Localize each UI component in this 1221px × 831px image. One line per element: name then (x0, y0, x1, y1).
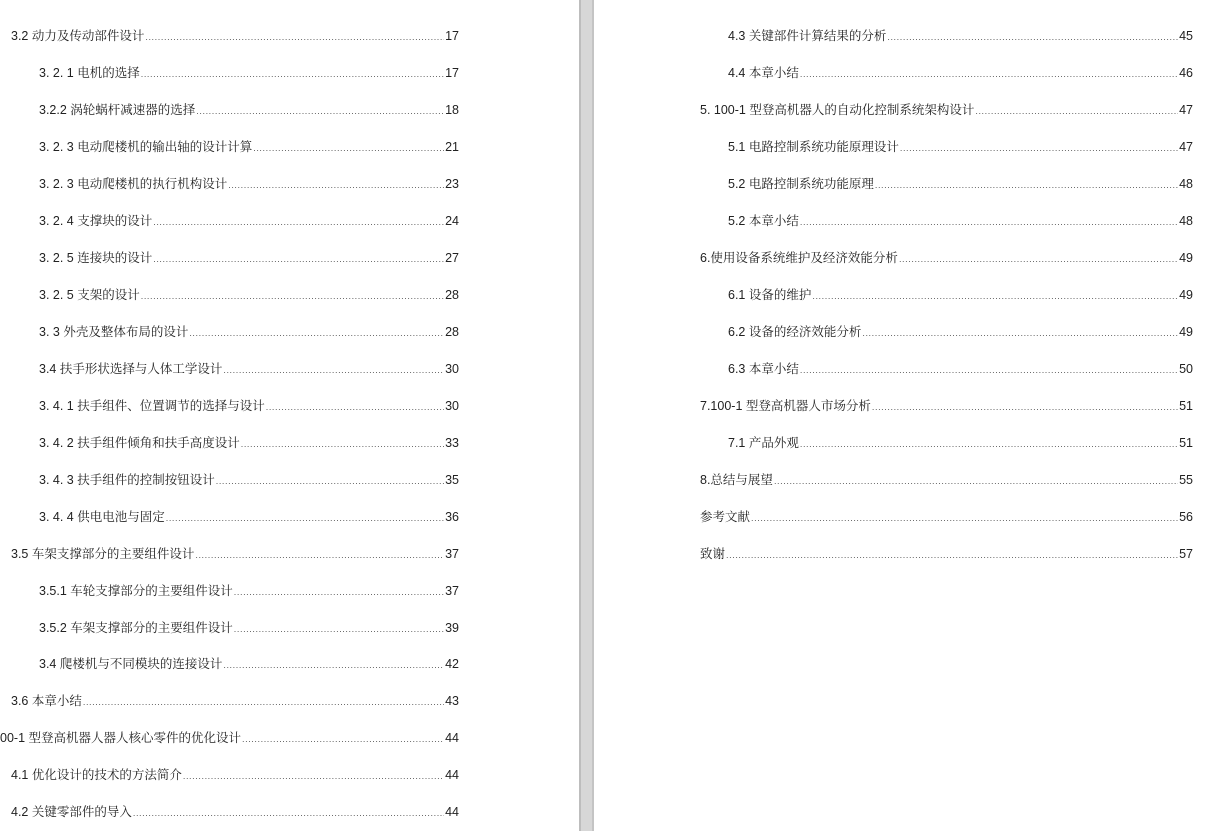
toc-entry-title: 6.1 设备的维护 (728, 288, 812, 302)
toc-dot-leader (887, 27, 1178, 47)
toc-entry-page-number: 28 (445, 288, 459, 302)
toc-entry-title: 5.2 电路控制系统功能原理 (728, 177, 874, 191)
toc-entry-title: 3. 2. 5 支架的设计 (39, 288, 140, 302)
toc-dot-leader (133, 803, 444, 823)
toc-dot-leader (216, 471, 444, 491)
toc-entry-page-number: 45 (1179, 29, 1193, 43)
toc-entry[interactable] (728, 174, 1193, 194)
toc-entry[interactable] (39, 100, 459, 120)
toc-dot-leader (242, 729, 444, 749)
toc-entry-page-number: 33 (445, 436, 459, 450)
toc-entry[interactable] (11, 26, 459, 46)
toc-dot-leader (83, 692, 444, 712)
toc-entry-page-number: 43 (445, 694, 459, 708)
toc-entry[interactable] (39, 654, 459, 674)
toc-entry-page-number: 30 (445, 362, 459, 376)
toc-entry-title: 4.2 关键零部件的导入 (11, 805, 132, 819)
toc-entry[interactable] (39, 322, 459, 342)
toc-entry-page-number: 44 (445, 805, 459, 819)
toc-dot-leader (726, 545, 1178, 565)
toc-entry-page-number: 37 (445, 584, 459, 598)
toc-entry[interactable] (700, 470, 1193, 490)
toc-entry-title: 3.4 扶手形状选择与人体工学设计 (39, 362, 223, 376)
toc-entry[interactable] (39, 507, 459, 527)
toc-entry-page-number: 49 (1179, 325, 1193, 339)
toc-entry[interactable] (39, 63, 459, 83)
toc-dot-leader (195, 545, 444, 565)
toc-dot-leader (141, 64, 444, 84)
toc-dot-leader (145, 27, 444, 47)
toc-entry-page-number: 36 (445, 510, 459, 524)
toc-entry[interactable] (39, 359, 459, 379)
toc-entry-page-number: 46 (1179, 66, 1193, 80)
toc-entry-page-number: 18 (445, 103, 459, 117)
toc-dot-leader (872, 397, 1178, 417)
toc-entry-title: 5.2 本章小结 (728, 214, 799, 228)
toc-entry[interactable] (39, 248, 459, 268)
toc-entry-title: 6.使用设备系统维护及经济效能分析 (700, 251, 898, 265)
toc-dot-leader (812, 286, 1178, 306)
toc-entry-page-number: 44 (445, 731, 459, 745)
toc-entry[interactable] (39, 470, 459, 490)
toc-entry-page-number: 27 (445, 251, 459, 265)
toc-entry-title: 3. 2. 4 支撑块的设计 (39, 214, 153, 228)
toc-entry[interactable] (728, 322, 1193, 342)
toc-entry-page-number: 17 (445, 29, 459, 43)
toc-dot-leader (899, 249, 1178, 269)
toc-entry[interactable] (700, 248, 1193, 268)
toc-dot-leader (800, 434, 1178, 454)
toc-dot-leader (153, 249, 444, 269)
toc-entry-title: 3.6 本章小结 (11, 694, 82, 708)
toc-dot-leader (228, 175, 444, 195)
toc-entry[interactable] (700, 544, 1193, 564)
toc-entry-page-number: 48 (1179, 214, 1193, 228)
toc-dot-leader (241, 434, 444, 454)
toc-entry[interactable] (0, 728, 459, 748)
toc-entry[interactable] (39, 137, 459, 157)
toc-entry-title: 7.100-1 型登高机器人市场分析 (700, 399, 871, 413)
toc-entry[interactable] (728, 137, 1193, 157)
toc-dot-leader (266, 397, 444, 417)
toc-entry-page-number: 37 (445, 547, 459, 561)
toc-entry-page-number: 50 (1179, 362, 1193, 376)
toc-dot-leader (875, 175, 1178, 195)
toc-dot-leader (800, 64, 1178, 84)
toc-entry[interactable] (39, 618, 459, 638)
toc-dot-leader (774, 471, 1178, 491)
toc-entry-title: 3. 4. 3 扶手组件的控制按钮设计 (39, 473, 215, 487)
toc-dot-leader (183, 766, 444, 786)
toc-entry-title: 4.3 关键部件计算结果的分析 (728, 29, 887, 43)
toc-entry[interactable] (728, 26, 1193, 46)
toc-entry[interactable] (728, 63, 1193, 83)
toc-entry[interactable] (39, 581, 459, 601)
toc-dot-leader (196, 101, 444, 121)
toc-entry-page-number: 42 (445, 657, 459, 671)
toc-dot-leader (166, 508, 444, 528)
toc-entry[interactable] (39, 174, 459, 194)
toc-entry-title: 参考文献 (700, 510, 751, 524)
toc-entry-page-number: 21 (445, 140, 459, 154)
toc-entry[interactable] (11, 765, 459, 785)
toc-entry-title: 3. 4. 1 扶手组件、位置调节的选择与设计 (39, 399, 265, 413)
toc-dot-leader (223, 655, 444, 675)
toc-entry[interactable] (728, 359, 1193, 379)
toc-entry-page-number: 39 (445, 621, 459, 635)
toc-dot-leader (862, 323, 1178, 343)
toc-entry[interactable] (700, 396, 1193, 416)
toc-entry-page-number: 48 (1179, 177, 1193, 191)
toc-entry[interactable] (728, 211, 1193, 231)
toc-entry-title: 3. 2. 3 电动爬楼机的执行机构设计 (39, 177, 228, 191)
toc-entry-page-number: 17 (445, 66, 459, 80)
toc-entry[interactable] (39, 433, 459, 453)
toc-entry-title: 3.5.2 车架支撑部分的主要组件设计 (39, 621, 233, 635)
toc-dot-leader (141, 286, 444, 306)
toc-entry-title: 3.2.2 涡轮蜗杆减速器的选择 (39, 103, 196, 117)
toc-entry-title: 3.5.1 车轮支撑部分的主要组件设计 (39, 584, 233, 598)
toc-entry-page-number: 30 (445, 399, 459, 413)
toc-entry-title: 3. 2. 1 电机的选择 (39, 66, 140, 80)
toc-entry-title: 3.5 车架支撑部分的主要组件设计 (11, 547, 195, 561)
toc-entry-title: 6.3 本章小结 (728, 362, 799, 376)
toc-entry-title: 3. 4. 2 扶手组件倾角和扶手高度设计 (39, 436, 240, 450)
toc-entry-page-number: 24 (445, 214, 459, 228)
toc-entry-page-number: 44 (445, 768, 459, 782)
toc-entry-title: 4.1 优化设计的技术的方法简介 (11, 768, 182, 782)
toc-entry-title: 6.2 设备的经济效能分析 (728, 325, 862, 339)
toc-page-left (0, 0, 579, 831)
toc-entry-page-number: 51 (1179, 436, 1193, 450)
toc-dot-leader (189, 323, 444, 343)
toc-dot-leader (234, 582, 444, 602)
toc-entry[interactable] (39, 211, 459, 231)
toc-entry[interactable] (11, 802, 459, 822)
toc-entry-page-number: 56 (1179, 510, 1193, 524)
toc-entry-title: 3. 3 外壳及整体布局的设计 (39, 325, 189, 339)
toc-dot-leader (253, 138, 444, 158)
toc-entry-title: 3.4 爬楼机与不同模块的连接设计 (39, 657, 223, 671)
toc-entry-title: 5. 100-1 型登高机器人的自动化控制系统架构设计 (700, 103, 975, 117)
toc-entry-page-number: 57 (1179, 547, 1193, 561)
toc-entry[interactable] (39, 396, 459, 416)
toc-entry-title: 3. 4. 4 供电电池与固定 (39, 510, 165, 524)
toc-entry-page-number: 47 (1179, 103, 1193, 117)
toc-entry-page-number: 35 (445, 473, 459, 487)
toc-entry-title: 4.4 本章小结 (728, 66, 799, 80)
toc-entry-page-number: 49 (1179, 251, 1193, 265)
toc-entry-title: 3. 2. 5 连接块的设计 (39, 251, 153, 265)
toc-entry-title: 3.2 动力及传动部件设计 (11, 29, 145, 43)
toc-entry[interactable] (728, 285, 1193, 305)
toc-entry-title: 00-1 型登高机器人器人核心零件的优化设计 (0, 731, 241, 745)
toc-entry-page-number: 28 (445, 325, 459, 339)
toc-entry-title: 8.总结与展望 (700, 473, 773, 487)
toc-dot-leader (234, 619, 444, 639)
toc-entry[interactable] (39, 285, 459, 305)
toc-entry-page-number: 55 (1179, 473, 1193, 487)
toc-dot-leader (751, 508, 1178, 528)
toc-dot-leader (975, 101, 1178, 121)
toc-entry-title: 7.1 产品外观 (728, 436, 799, 450)
toc-dot-leader (223, 360, 444, 380)
toc-entry[interactable] (11, 691, 459, 711)
toc-entry[interactable] (700, 100, 1193, 120)
toc-page-right (594, 0, 1221, 831)
toc-entry-title: 5.1 电路控制系统功能原理设计 (728, 140, 899, 154)
toc-entry[interactable] (700, 507, 1193, 527)
toc-entry-page-number: 23 (445, 177, 459, 191)
toc-dot-leader (900, 138, 1178, 158)
toc-dot-leader (153, 212, 444, 232)
toc-entry[interactable] (728, 433, 1193, 453)
toc-entry[interactable] (11, 544, 459, 564)
toc-dot-leader (800, 212, 1178, 232)
toc-entry-title: 致谢 (700, 547, 726, 561)
toc-entry-page-number: 49 (1179, 288, 1193, 302)
toc-entry-title: 3. 2. 3 电动爬楼机的输出轴的设计计算 (39, 140, 253, 154)
toc-entry-page-number: 51 (1179, 399, 1193, 413)
toc-entry-page-number: 47 (1179, 140, 1193, 154)
page-gutter (579, 0, 594, 831)
toc-dot-leader (800, 360, 1178, 380)
